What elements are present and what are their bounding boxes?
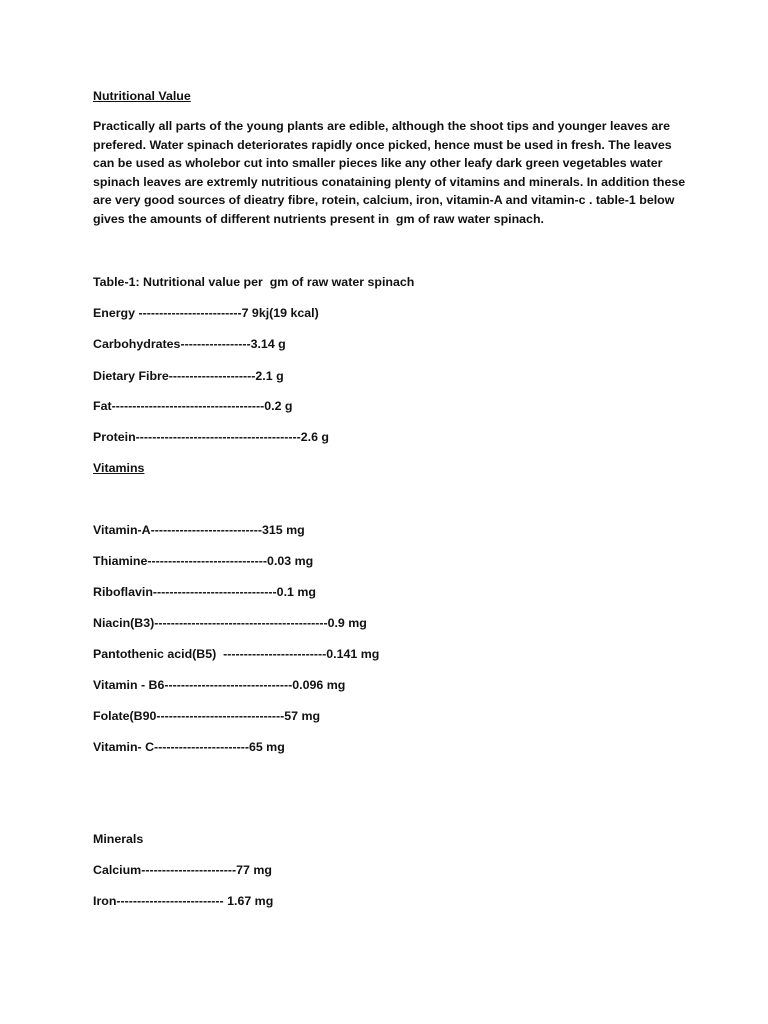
- mineral-calcium: Calcium-----------------------77 mg: [93, 863, 272, 877]
- table-title: Table-1: Nutritional value per gm of raw water spinach: [93, 275, 415, 289]
- vitamin-pantothenic-acid: Pantothenic acid(B5) -------------------------0.141 mg: [93, 647, 380, 661]
- vitamin-thiamine: Thiamine-----------------------------0.03 mg: [93, 554, 314, 568]
- vitamins-heading: Vitamins: [93, 461, 145, 475]
- intro-line: spinach leaves are extremly nutritious conataining plenty of vitamins and minerals. In addition these: [93, 174, 686, 189]
- intro-line: can be used as wholebor cut into smaller pieces like any other leafy dark green vegetables water: [93, 156, 663, 171]
- nutrient-fat: Fat-------------------------------------0.2 g: [93, 399, 293, 413]
- intro-line: prefered. Water spinach deteriorates rapidly once picked, hence must be used in fresh. The leaves: [93, 137, 672, 152]
- intro-line: are very good sources of dieatry fibre, rotein, calcium, iron, vitamin-A and vitamin-c . table-1 below: [93, 193, 675, 208]
- intro-line: Practically all parts of the young plants are edible, although the shoot tips and younger leaves are: [93, 119, 670, 133]
- minerals-heading: Minerals: [93, 832, 144, 846]
- intro-paragraph: [93, 117, 693, 229]
- intro-line: gives the amounts of different nutrients present in gm of raw water spinach.: [93, 211, 544, 226]
- vitamin-b6: Vitamin - B6-------------------------------0.096 mg: [93, 678, 346, 692]
- vitamin-niacin: Niacin(B3)------------------------------------------0.9 mg: [93, 616, 367, 630]
- section-title: Nutritional Value: [93, 89, 191, 103]
- vitamin-a: Vitamin-A---------------------------315 mg: [93, 523, 305, 537]
- vitamin-riboflavin: Riboflavin------------------------------0.1 mg: [93, 585, 316, 599]
- vitamin-c: Vitamin- C-----------------------65 mg: [93, 740, 285, 754]
- nutrient-carbohydrates: Carbohydrates-----------------3.14 g: [93, 337, 286, 351]
- vitamin-folate: Folate(B90-------------------------------57 mg: [93, 709, 321, 723]
- nutrient-energy: Energy -------------------------7 9kj(19 kcal): [93, 306, 319, 320]
- mineral-iron: Iron-------------------------- 1.67 mg: [93, 894, 274, 908]
- nutrient-dietary-fibre: Dietary Fibre---------------------2.1 g: [93, 369, 284, 383]
- nutrient-protein: Protein----------------------------------------2.6 g: [93, 430, 329, 444]
